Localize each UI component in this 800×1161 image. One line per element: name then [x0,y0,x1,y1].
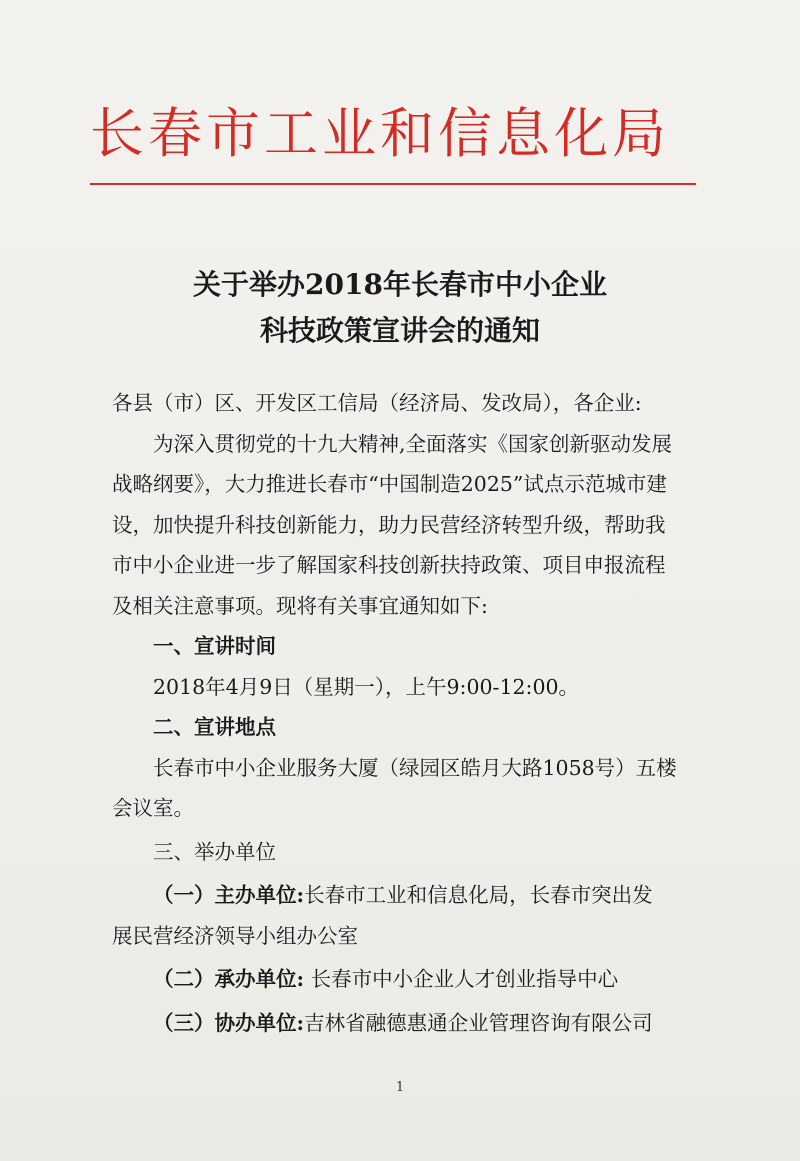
page-number: 1 [395,1080,405,1095]
host-unit-line-1 [112,875,712,916]
coorganizer-unit [112,1003,712,1044]
intro-line-2: 战略纲要》，大力推进长春市“中国制造2025”试点示范城市建 [112,472,667,496]
host-unit-line-2: 展民营经济领导小组办公室 [112,923,358,948]
title-line-2: 科技政策宣讲会的通知 [259,314,540,347]
organizer-unit-label: （二）承办单位: [153,967,305,991]
host-unit-text: 长春市工业和信息化局，长春市突出发 [304,883,653,907]
section-2-heading: 二、宣讲地点 [153,715,276,739]
organizer-unit-text: 长春市中小企业人才创业指导中心 [304,967,619,991]
host-unit-label: （一）主办单位: [153,883,305,907]
section-1-heading: 一、宣讲时间 [153,634,276,658]
section-1-text: 2018年4月9日（星期一），上午9:00-12:00。 [153,674,580,699]
salutation: 各县（市）区、开发区工信局（经济局、发改局），各企业: [112,391,642,415]
intro-line-4: 市中小企业进一步了解国家科技创新扶持政策、项目申报流程 [112,553,666,577]
masthead-red-rule [90,183,696,185]
section-2-line-2: 会议室。 [112,796,194,820]
title-line-1: 关于举办2018年长春市中小企业 [193,268,607,301]
masthead-org-name: 长春市工业和信息化局 [90,102,670,165]
intro-line-3: 设，加快提升科技创新能力，助力民营经济转型升级，帮助我 [112,512,666,537]
coorganizer-unit-label: （三）协办单位: [153,1010,305,1035]
coorganizer-unit-text: 吉林省融德惠通企业管理咨询有限公司 [304,1010,653,1035]
intro-line-1: 为深入贯彻党的十九大精神,全面落实《国家创新驱动发展 [153,431,673,456]
section-3-heading: 三、举办单位 [153,839,276,864]
section-2-line-1: 长春市中小企业服务大厦（绿园区皓月大路1058号）五楼 [153,755,677,780]
intro-line-5: 及相关注意事项。现将有关事宜通知如下: [112,593,488,618]
organizer-unit [112,959,712,1000]
notice-body [112,383,712,1043]
notice-title [60,262,740,354]
